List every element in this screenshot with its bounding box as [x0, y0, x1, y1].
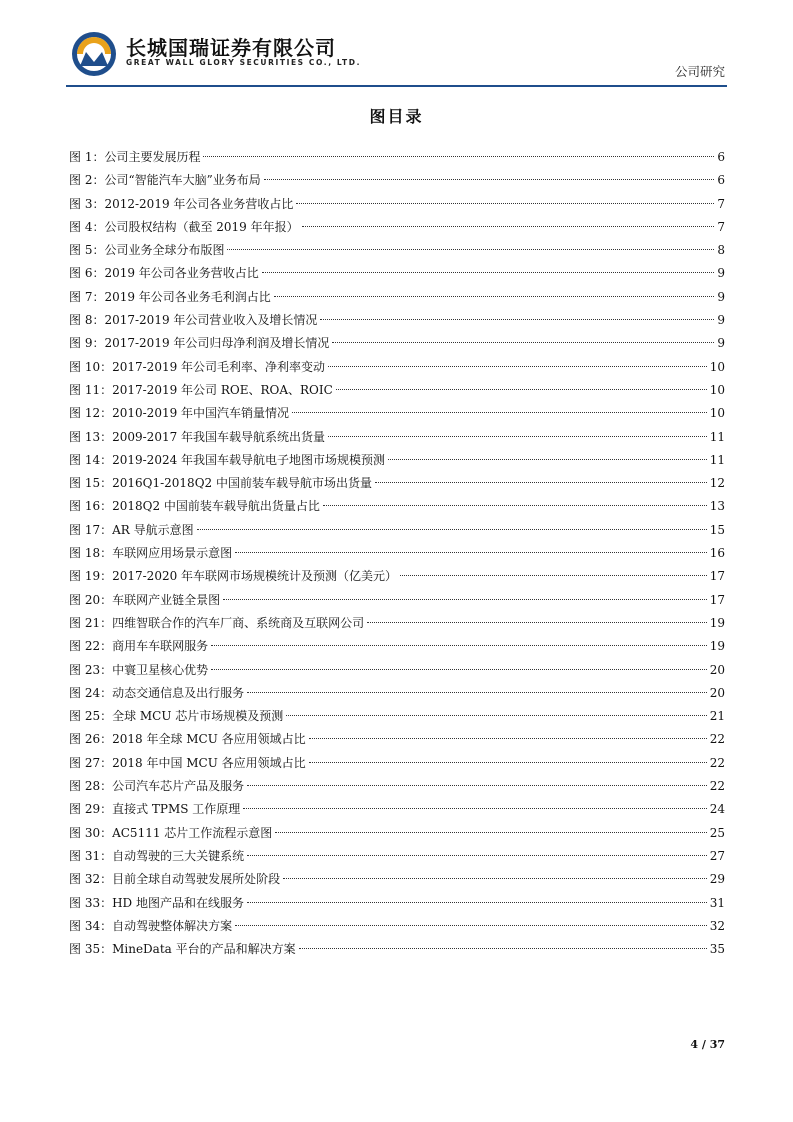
toc-entry-page: 9 — [717, 336, 725, 351]
toc-entry[interactable] — [69, 402, 725, 425]
toc-entry-page: 17 — [709, 592, 725, 607]
toc-entry-label: 图 17：AR 导航示意图 — [69, 522, 194, 537]
toc-entry-page: 7 — [717, 196, 725, 211]
toc-dot-leader — [375, 482, 707, 483]
toc-entry-page: 19 — [709, 615, 725, 630]
toc-entry-label: 图 32：目前全球自动驾驶发展所处阶段 — [69, 872, 281, 887]
toc-entry-page: 7 — [717, 219, 725, 234]
toc-entry-page: 35 — [709, 942, 725, 957]
toc-entry-page: 10 — [709, 359, 725, 374]
toc-entry[interactable] — [69, 472, 725, 495]
toc-entry-label: 图 5：公司业务全球分布版图 — [69, 243, 225, 258]
toc-dot-leader — [309, 738, 707, 739]
toc-dot-leader — [292, 412, 707, 413]
company-name-cn: 长城国瑞证券有限公司 — [126, 36, 336, 60]
toc-entry-page: 21 — [709, 709, 725, 724]
toc-dot-leader — [302, 226, 715, 227]
toc-entry-page: 15 — [709, 522, 725, 537]
toc-entry-page: 10 — [709, 406, 725, 421]
toc-entry-label: 图 25：全球 MCU 芯片市场规模及预测 — [69, 709, 284, 724]
toc-dot-leader — [323, 505, 707, 506]
toc-entry[interactable] — [69, 356, 725, 379]
toc-entry-page: 22 — [709, 779, 725, 794]
toc-entry-label: 图 30：AC5111 芯片工作流程示意图 — [69, 825, 273, 840]
toc-entry[interactable] — [69, 169, 725, 192]
toc-dot-leader — [286, 715, 706, 716]
toc-entry-page: 6 — [717, 150, 725, 164]
toc-dot-leader — [296, 203, 714, 204]
toc-entry[interactable] — [69, 495, 725, 518]
toc-dot-leader — [328, 436, 707, 437]
toc-dot-leader — [243, 808, 706, 809]
toc-entry-label: 图 6：2019 年公司各业务营收占比 — [69, 266, 259, 281]
toc-entry[interactable] — [69, 379, 725, 402]
toc-entry-page: 22 — [709, 732, 725, 747]
toc-entry-page: 13 — [709, 499, 725, 514]
toc-entry-label: 图 12：2010-2019 年中国汽车销量情况 — [69, 406, 290, 421]
toc-entry[interactable] — [69, 705, 725, 728]
toc-entry[interactable] — [69, 146, 725, 169]
toc-entry-label: 图 19：2017-2020 年车联网市场规模统计及预测（亿美元） — [69, 569, 398, 584]
header-divider — [66, 85, 727, 87]
toc-entry-label: 图 18：车联网应用场景示意图 — [69, 546, 233, 561]
toc-entry-page: 27 — [709, 848, 725, 863]
toc-entry[interactable] — [69, 262, 725, 285]
report-type: 公司研究 — [674, 64, 725, 79]
toc-entry[interactable] — [69, 309, 725, 332]
toc-entry-label: 图 16：2018Q2 中国前装车载导航出货量占比 — [69, 499, 320, 514]
toc-entry[interactable] — [69, 728, 725, 751]
toc-entry-page: 9 — [717, 266, 725, 281]
toc-entry-page: 31 — [709, 895, 725, 910]
page-number: 4 / 37 — [690, 1038, 725, 1051]
toc-dot-leader — [227, 249, 714, 250]
toc-dot-leader — [299, 948, 707, 949]
toc-entry-label: 图 21：四维智联合作的汽车厂商、系统商及互联网公司 — [69, 615, 365, 630]
toc-entry-label: 图 10：2017-2019 年公司毛利率、净利率变动 — [69, 359, 326, 374]
toc-dot-leader — [275, 832, 706, 833]
toc-entry-label: 图 2：公司“智能汽车大脑”业务布局 — [69, 173, 261, 188]
toc-entry[interactable] — [69, 822, 725, 845]
toc-entry-label: 图 34：自动驾驶整体解决方案 — [69, 918, 233, 933]
toc-entry[interactable] — [69, 868, 725, 891]
toc-dot-leader — [235, 552, 707, 553]
toc-entry-label: 图 8：2017-2019 年公司营业收入及增长情况 — [69, 313, 318, 328]
toc-dot-leader — [367, 622, 707, 623]
toc-entry[interactable] — [69, 892, 725, 915]
toc-entry[interactable] — [69, 286, 725, 309]
toc-entry[interactable] — [69, 519, 725, 542]
figure-list — [69, 146, 725, 961]
toc-entry[interactable] — [69, 915, 725, 938]
toc-entry[interactable] — [69, 775, 725, 798]
toc-dot-leader — [274, 296, 715, 297]
great-wall-glory-logo-icon — [70, 30, 118, 78]
toc-entry[interactable] — [69, 845, 725, 868]
toc-dot-leader — [400, 575, 707, 576]
toc-dot-leader — [247, 855, 707, 856]
toc-entry-label: 图 13：2009-2017 年我国车载导航系统出货量 — [69, 429, 326, 444]
toc-entry[interactable] — [69, 682, 725, 705]
toc-entry-label: 图 4：公司股权结构（截至 2019 年年报） — [69, 219, 299, 234]
toc-dot-leader — [309, 762, 707, 763]
toc-dot-leader — [247, 902, 707, 903]
page-header — [66, 24, 727, 84]
toc-entry[interactable] — [69, 239, 725, 262]
toc-entry[interactable] — [69, 216, 725, 239]
toc-dot-leader — [211, 645, 707, 646]
toc-entry-label: 图 24：动态交通信息及出行服务 — [69, 685, 245, 700]
toc-entry-page: 9 — [717, 313, 725, 328]
toc-dot-leader — [235, 925, 707, 926]
toc-entry[interactable] — [69, 635, 725, 658]
toc-entry-page: 11 — [709, 452, 725, 467]
toc-entry[interactable] — [69, 612, 725, 635]
toc-entry-label: 图 3：2012-2019 年公司各业务营收占比 — [69, 196, 294, 211]
toc-dot-leader — [336, 389, 707, 390]
toc-entry-label: 图 29：直接式 TPMS 工作原理 — [69, 802, 241, 817]
toc-entry-page: 20 — [709, 662, 725, 677]
toc-entry-label: 图 23：中寰卫星核心优势 — [69, 662, 209, 677]
toc-entry[interactable] — [69, 659, 725, 682]
toc-entry-label: 图 14：2019-2024 年我国车载导航电子地图市场规模预测 — [69, 452, 386, 467]
toc-entry-label: 图 28：公司汽车芯片产品及服务 — [69, 779, 245, 794]
toc-entry-page: 16 — [709, 546, 725, 561]
toc-entry[interactable] — [69, 565, 725, 588]
toc-entry-page: 8 — [717, 243, 725, 258]
toc-title: 图目录 — [369, 107, 424, 126]
toc-entry-page: 32 — [709, 918, 725, 933]
toc-entry-label: 图 7：2019 年公司各业务毛利润占比 — [69, 289, 271, 304]
toc-entry-page: 29 — [709, 872, 725, 887]
toc-entry-label: 图 22：商用车车联网服务 — [69, 639, 209, 654]
toc-entry-label: 图 11：2017-2019 年公司 ROE、ROA、ROIC — [69, 382, 333, 397]
toc-dot-leader — [211, 669, 707, 670]
toc-entry[interactable] — [69, 938, 725, 961]
toc-entry[interactable] — [69, 193, 725, 216]
toc-dot-leader — [203, 156, 714, 157]
toc-entry-label: 图 1：公司主要发展历程 — [69, 150, 201, 164]
toc-entry[interactable] — [69, 449, 725, 472]
toc-entry[interactable] — [69, 332, 725, 355]
toc-entry-label: 图 9：2017-2019 年公司归母净利润及增长情况 — [69, 336, 330, 351]
toc-entry-page: 9 — [717, 289, 725, 304]
toc-entry-label: 图 27：2018 年中国 MCU 各应用领域占比 — [69, 755, 306, 770]
toc-entry[interactable] — [69, 426, 725, 449]
toc-entry-label: 图 31：自动驾驶的三大关键系统 — [69, 848, 245, 863]
toc-entry-page: 24 — [709, 802, 725, 817]
toc-entry-page: 12 — [709, 476, 725, 491]
toc-dot-leader — [223, 599, 707, 600]
toc-dot-leader — [197, 529, 707, 530]
toc-entry-label: 图 20：车联网产业链全景图 — [69, 592, 221, 607]
toc-entry-label: 图 26：2018 年全球 MCU 各应用领域占比 — [69, 732, 306, 747]
toc-entry-page: 22 — [709, 755, 725, 770]
toc-entry-page: 11 — [709, 429, 725, 444]
toc-entry-page: 19 — [709, 639, 725, 654]
toc-dot-leader — [264, 179, 715, 180]
toc-dot-leader — [328, 366, 707, 367]
toc-dot-leader — [320, 319, 714, 320]
toc-dot-leader — [388, 459, 707, 460]
toc-entry[interactable] — [69, 752, 725, 775]
toc-dot-leader — [247, 692, 707, 693]
toc-entry-page: 10 — [709, 382, 725, 397]
toc-entry[interactable] — [69, 589, 725, 612]
toc-entry-page: 20 — [709, 685, 725, 700]
toc-entry-label: 图 35：MineData 平台的产品和解决方案 — [69, 942, 296, 957]
toc-entry-label: 图 15：2016Q1-2018Q2 中国前装车载导航市场出货量 — [69, 476, 372, 491]
company-name-en: GREAT WALL GLORY SECURITIES CO., LTD. — [126, 58, 362, 67]
toc-entry[interactable] — [69, 542, 725, 565]
toc-entry-page: 25 — [709, 825, 725, 840]
toc-entry-page: 17 — [709, 569, 725, 584]
toc-dot-leader — [262, 272, 715, 273]
toc-entry-page: 6 — [717, 173, 725, 188]
toc-entry[interactable] — [69, 798, 725, 821]
toc-dot-leader — [332, 342, 714, 343]
toc-dot-leader — [247, 785, 707, 786]
toc-entry-label: 图 33：HD 地图产品和在线服务 — [69, 895, 244, 910]
toc-dot-leader — [283, 878, 707, 879]
